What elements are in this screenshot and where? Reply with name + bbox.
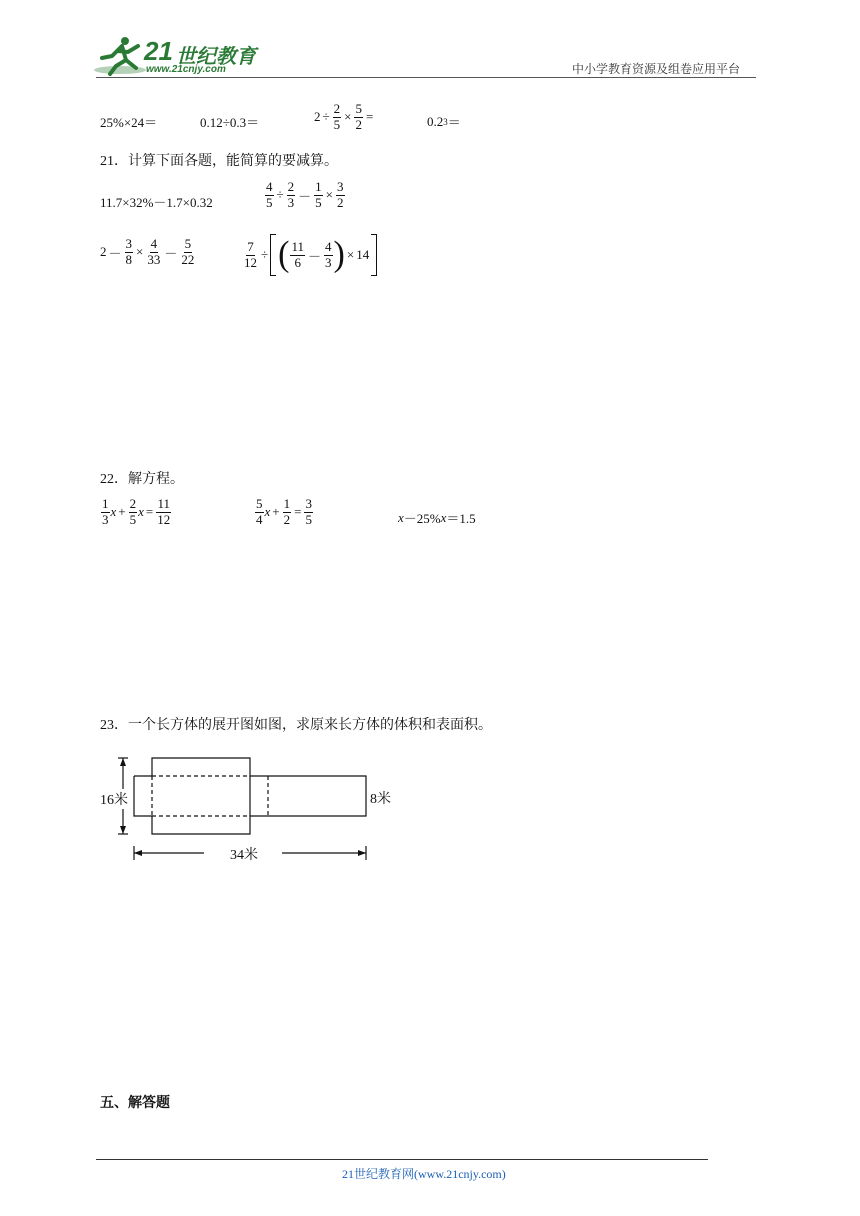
logo-number: 21: [144, 36, 173, 66]
question-21-title: 21．计算下面各题，能简算的要减算。: [100, 154, 338, 169]
section-5-title: 五、解答题: [100, 1095, 170, 1111]
label-side: 8米: [370, 792, 391, 807]
calc-expr-3: 2 ÷ $\frac{2}{5}$ × $\frac{5}{2}$ =: [314, 101, 374, 132]
runner-logo-icon: [92, 34, 148, 76]
calc-expr-2: 0.12÷0.3＝: [200, 115, 260, 130]
footer-divider: [96, 1159, 708, 1160]
logo-url: www.21cnjy.com: [146, 64, 226, 75]
question-23-title: 23．一个长方体的展开图如图，求原来长方体的体积和表面积。: [100, 718, 492, 733]
q21-expr-2: $\frac{4}{5}$ ÷ $\frac{2}{3}$ － $\frac{1}{5}$ × $\frac{3}{2}$: [266, 179, 344, 210]
logo-text: 世纪教育: [176, 44, 256, 68]
question-22-title: 22．解方程。: [100, 472, 184, 487]
header-platform-title: 中小学教育资源及组卷应用平台: [572, 62, 741, 76]
q22-equation-1: $\frac{1}{3}$ x + $\frac{2}{5}$ x = $\frac{11}{12}$: [102, 496, 171, 527]
q22-equation-2: $\frac{5}{4}$ x + $\frac{1}{2}$ = $\frac{3}{5}$: [256, 496, 312, 527]
cuboid-net-diagram: [96, 748, 406, 868]
label-height: 16米: [100, 789, 128, 809]
q21-expr-3: 2 － $\frac{3}{8}$ × $\frac{4}{33}$ － $\frac{5}{22}$: [100, 236, 195, 267]
q21-expr-1: 11.7×32%－1.7×0.32: [100, 195, 213, 210]
footer-link[interactable]: 21世纪教育网(www.21cnjy.com): [342, 1167, 506, 1181]
calc-expr-4: 0.2 3 ＝: [427, 113, 461, 130]
calc-expr-1: 25%×24＝: [100, 115, 158, 130]
header-divider: [96, 77, 756, 78]
site-logo: [92, 34, 262, 76]
q22-equation-3: x －25% x ＝1.5: [398, 509, 476, 526]
q21-expr-4: $\frac{7}{12}$ ÷ ( $\frac{11}{6}$ － $\frac{4}{3}$ ) × 14: [242, 234, 377, 276]
label-width: 34米: [230, 848, 258, 863]
